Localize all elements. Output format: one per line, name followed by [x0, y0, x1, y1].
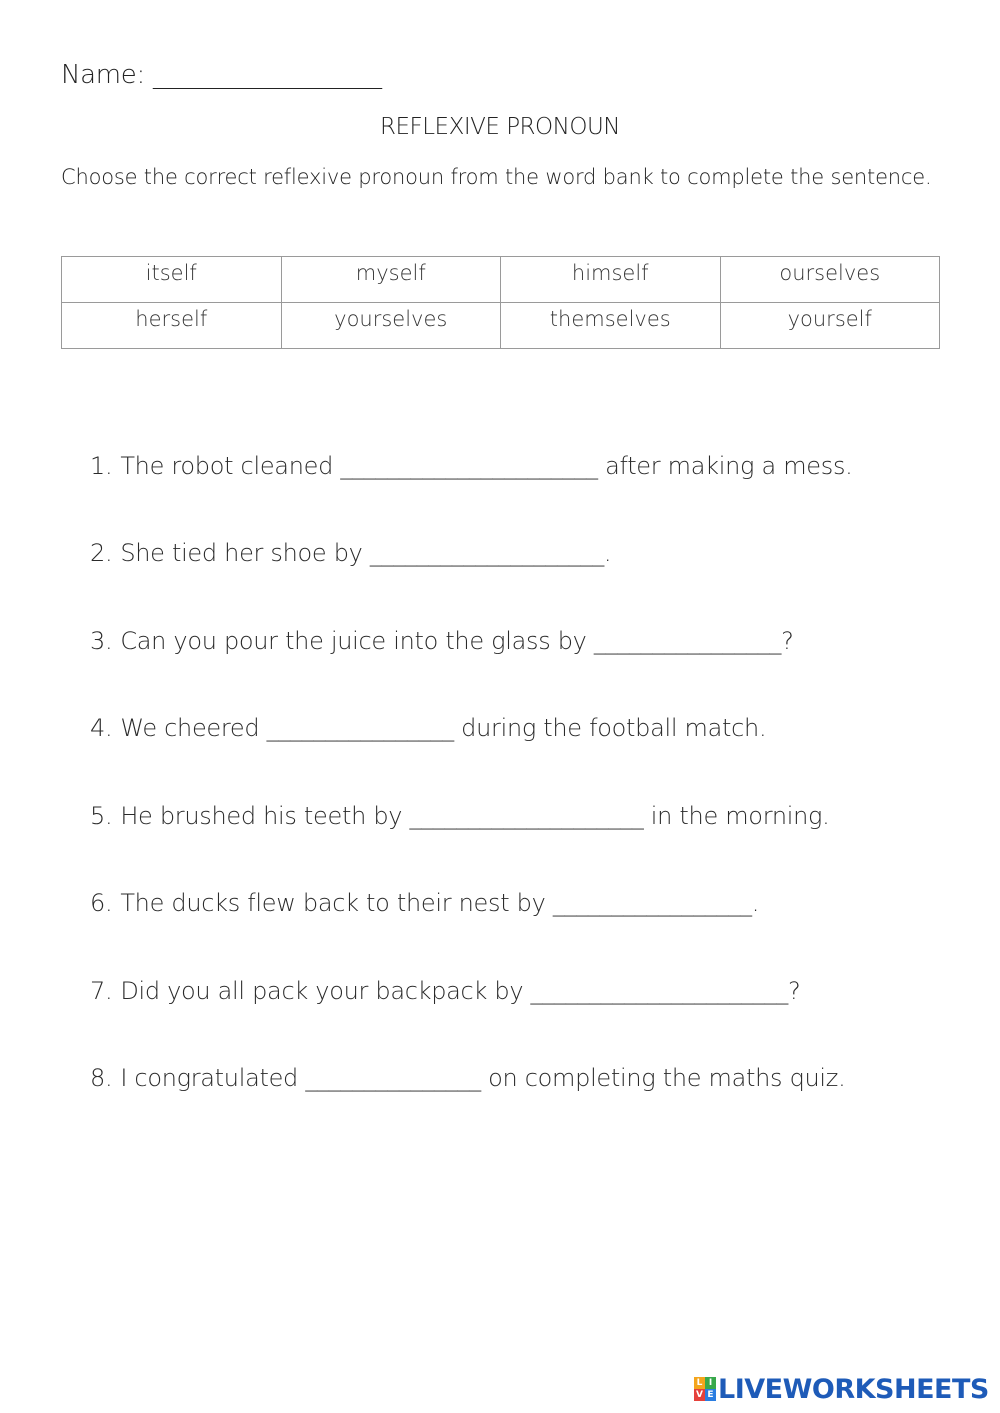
question-6[interactable] — [90, 889, 759, 917]
word-bank-cell: ourselves — [720, 257, 940, 303]
word-bank-cell: themselves — [501, 303, 721, 349]
logo-mark-letter: V — [694, 1389, 705, 1401]
question-2[interactable] — [90, 539, 611, 567]
question-number: 8. — [90, 1064, 113, 1092]
word-bank-row — [62, 303, 940, 349]
question-3[interactable] — [90, 627, 794, 655]
question-text: Can you pour the juice into the glass by ________________? — [120, 627, 794, 655]
logo-mark-letter: L — [694, 1377, 705, 1389]
word-bank-cell: himself — [501, 257, 721, 303]
word-bank-table — [61, 256, 940, 349]
word-bank-cell: myself — [281, 257, 501, 303]
logo-mark-icon — [694, 1377, 716, 1401]
question-text: She tied her shoe by ____________________. — [120, 539, 612, 567]
question-5[interactable] — [90, 802, 829, 830]
word-bank-cell: herself — [62, 303, 282, 349]
question-number: 1. — [90, 452, 113, 480]
word-bank-row — [62, 257, 940, 303]
question-text: We cheered ________________ during the football match. — [120, 714, 767, 742]
question-number: 4. — [90, 714, 113, 742]
word-bank-cell: yourselves — [281, 303, 501, 349]
question-number: 2. — [90, 539, 113, 567]
logo-mark-letter: E — [705, 1389, 716, 1401]
question-1[interactable] — [90, 452, 852, 480]
question-8[interactable] — [90, 1064, 845, 1092]
question-7[interactable] — [90, 977, 800, 1005]
question-number: 3. — [90, 627, 113, 655]
question-number: 7. — [90, 977, 113, 1005]
question-4[interactable] — [90, 714, 766, 742]
name-field — [61, 60, 381, 90]
liveworksheets-logo[interactable] — [694, 1374, 989, 1404]
question-text: The ducks flew back to their nest by _________________. — [120, 889, 760, 917]
question-text: He brushed his teeth by ____________________ in the morning. — [120, 802, 830, 830]
question-text: The robot cleaned ______________________ after making a mess. — [120, 452, 853, 480]
name-blank[interactable]: ___________________ — [152, 60, 381, 90]
question-text: Did you all pack your backpack by ______________________? — [120, 977, 801, 1005]
question-text: I congratulated _______________ on completing the maths quiz. — [120, 1064, 846, 1092]
name-label: Name: — [61, 60, 145, 90]
word-bank-cell: yourself — [720, 303, 940, 349]
question-number: 6. — [90, 889, 113, 917]
question-number: 5. — [90, 802, 113, 830]
page-title: REFLEXIVE PRONOUN — [379, 114, 620, 140]
instructions: Choose the correct reflexive pronoun from the word bank to complete the sentence. — [61, 165, 932, 189]
word-bank-cell: itself — [62, 257, 282, 303]
logo-text: LIVEWORKSHEETS — [718, 1373, 989, 1405]
logo-mark-letter: I — [705, 1377, 716, 1389]
